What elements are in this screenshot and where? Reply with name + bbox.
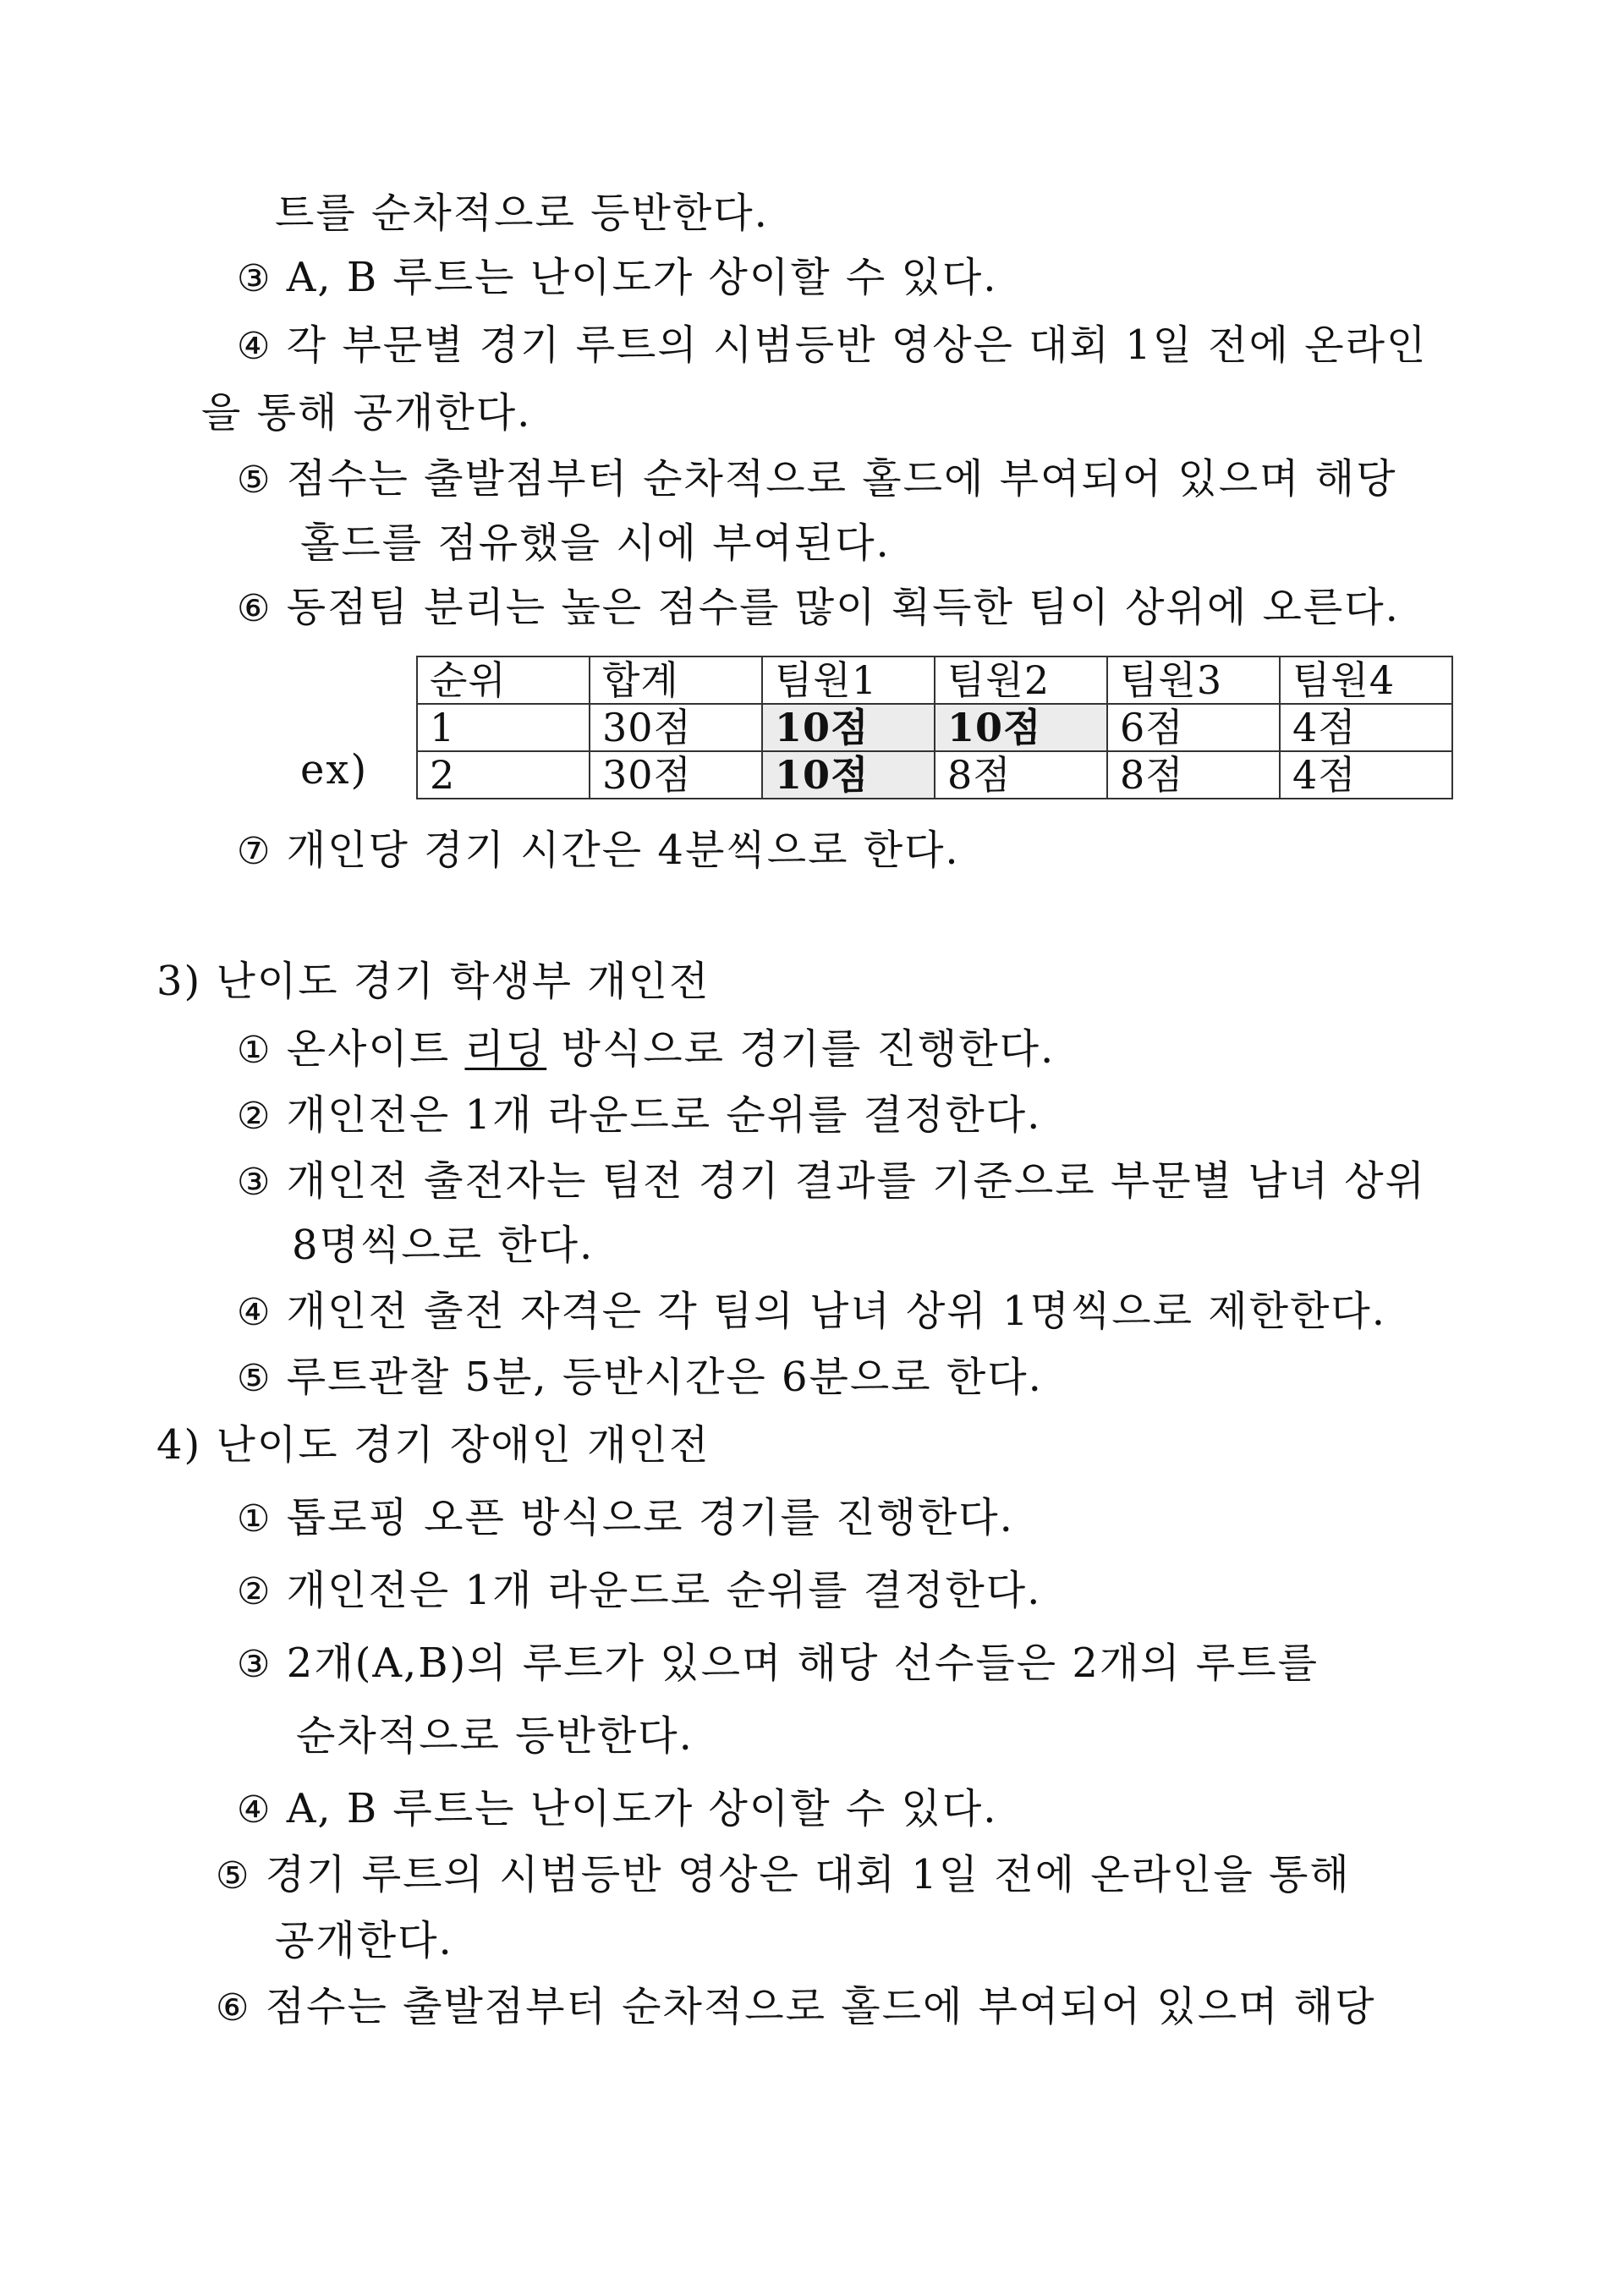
circled-number: ⑤ <box>216 1854 251 1898</box>
table-cell: 8점 <box>1107 751 1280 799</box>
circled-number: ③ <box>237 257 272 300</box>
circled-number: ③ <box>237 1161 272 1204</box>
table-header-cell: 팀원3 <box>1107 656 1280 704</box>
list-item: ① 톱로핑 오픈 방식으로 경기를 진행한다. <box>237 1494 1014 1541</box>
table-header-cell: 순위 <box>417 656 590 704</box>
list-item: ④ 각 부문별 경기 루트의 시범등반 영상은 대회 1일 전에 온라인 <box>237 321 1428 369</box>
circled-number: ① <box>237 1497 272 1541</box>
example-score-table <box>416 656 1453 799</box>
table-cell: 30점 <box>590 751 762 799</box>
table-cell: 8점 <box>935 751 1107 799</box>
circled-number: ③ <box>237 1643 272 1686</box>
section-heading: 4) 난이도 경기 장애인 개인전 <box>156 1421 710 1469</box>
circled-number: ① <box>237 1029 272 1072</box>
table-cell: 1 <box>417 704 590 751</box>
list-item: ③ A, B 루트는 난이도가 상이할 수 있다. <box>237 254 998 301</box>
list-item: ⑥ 동점팀 분리는 높은 점수를 많이 획득한 팀이 상위에 오른다. <box>237 584 1400 631</box>
circled-number: ⑤ <box>237 459 272 502</box>
table-header-cell: 팀원1 <box>762 656 935 704</box>
list-item: ④ A, B 루트는 난이도가 상이할 수 있다. <box>237 1785 998 1832</box>
circled-number: ④ <box>237 1291 272 1334</box>
paragraph-line: 공개한다. <box>275 1917 453 1964</box>
paragraph-line: 트를 순차적으로 등반한다. <box>275 190 769 237</box>
list-item: ② 개인전은 1개 라운드로 순위를 결정한다. <box>237 1091 1042 1139</box>
table-cell: 6점 <box>1107 704 1280 751</box>
section-heading: 3) 난이도 경기 학생부 개인전 <box>156 958 710 1005</box>
table-header-cell: 팀원2 <box>935 656 1107 704</box>
table-cell-highlighted: 10점 <box>935 704 1107 751</box>
paragraph-line: 순차적으로 등반한다. <box>296 1712 694 1760</box>
table-header-cell: 팀원4 <box>1280 656 1452 704</box>
table-header-row <box>417 656 1452 704</box>
table-cell: 2 <box>417 751 590 799</box>
table-header-cell: 합계 <box>590 656 762 704</box>
list-item: ③ 2개(A,B)의 루트가 있으며 해당 선수들은 2개의 루트를 <box>237 1640 1319 1687</box>
circled-number: ④ <box>237 1788 272 1832</box>
list-item: ⑦ 개인당 경기 시간은 4분씩으로 한다. <box>237 827 960 874</box>
list-item: ④ 개인전 출전 자격은 각 팀의 남녀 상위 1명씩으로 제한한다. <box>237 1288 1387 1335</box>
list-item: ⑤ 점수는 출발점부터 순차적으로 홀드에 부여되어 있으며 해당 <box>237 455 1397 503</box>
circled-number: ④ <box>237 325 272 368</box>
table-cell: 4점 <box>1280 751 1452 799</box>
table-row <box>417 704 1452 751</box>
circled-number: ② <box>237 1095 272 1138</box>
table-row <box>417 751 1452 799</box>
example-label: ex) <box>300 746 369 794</box>
list-item: ③ 개인전 출전자는 팀전 경기 결과를 기준으로 부문별 남녀 상위 <box>237 1157 1426 1205</box>
circled-number: ⑦ <box>237 830 272 873</box>
paragraph-line: 홀드를 점유했을 시에 부여된다. <box>300 519 891 567</box>
circled-number: ⑥ <box>237 587 272 630</box>
list-item: ⑥ 점수는 출발점부터 순차적으로 홀드에 부여되어 있으며 해당 <box>216 1983 1376 2030</box>
circled-number: ⑤ <box>237 1357 272 1400</box>
circled-number: ② <box>237 1570 272 1613</box>
paragraph-line: 을 통해 공개한다. <box>201 389 532 437</box>
list-item: ⑤ 루트관찰 5분, 등반시간은 6분으로 한다. <box>237 1354 1043 1401</box>
table-cell-highlighted: 10점 <box>762 751 935 799</box>
list-item: ① 온사이트 리딩 방식으로 경기를 진행한다. <box>237 1025 1056 1073</box>
table-cell-highlighted: 10점 <box>762 704 935 751</box>
paragraph-line: 8명씩으로 한다. <box>292 1222 595 1269</box>
table-cell: 30점 <box>590 704 762 751</box>
circled-number: ⑥ <box>216 1986 251 2030</box>
table-cell: 4점 <box>1280 704 1452 751</box>
underlined-term: 리딩 <box>464 1025 547 1073</box>
list-item: ⑤ 경기 루트의 시범등반 영상은 대회 1일 전에 온라인을 통해 <box>216 1851 1351 1898</box>
list-item: ② 개인전은 1개 라운드로 순위를 결정한다. <box>237 1567 1042 1614</box>
